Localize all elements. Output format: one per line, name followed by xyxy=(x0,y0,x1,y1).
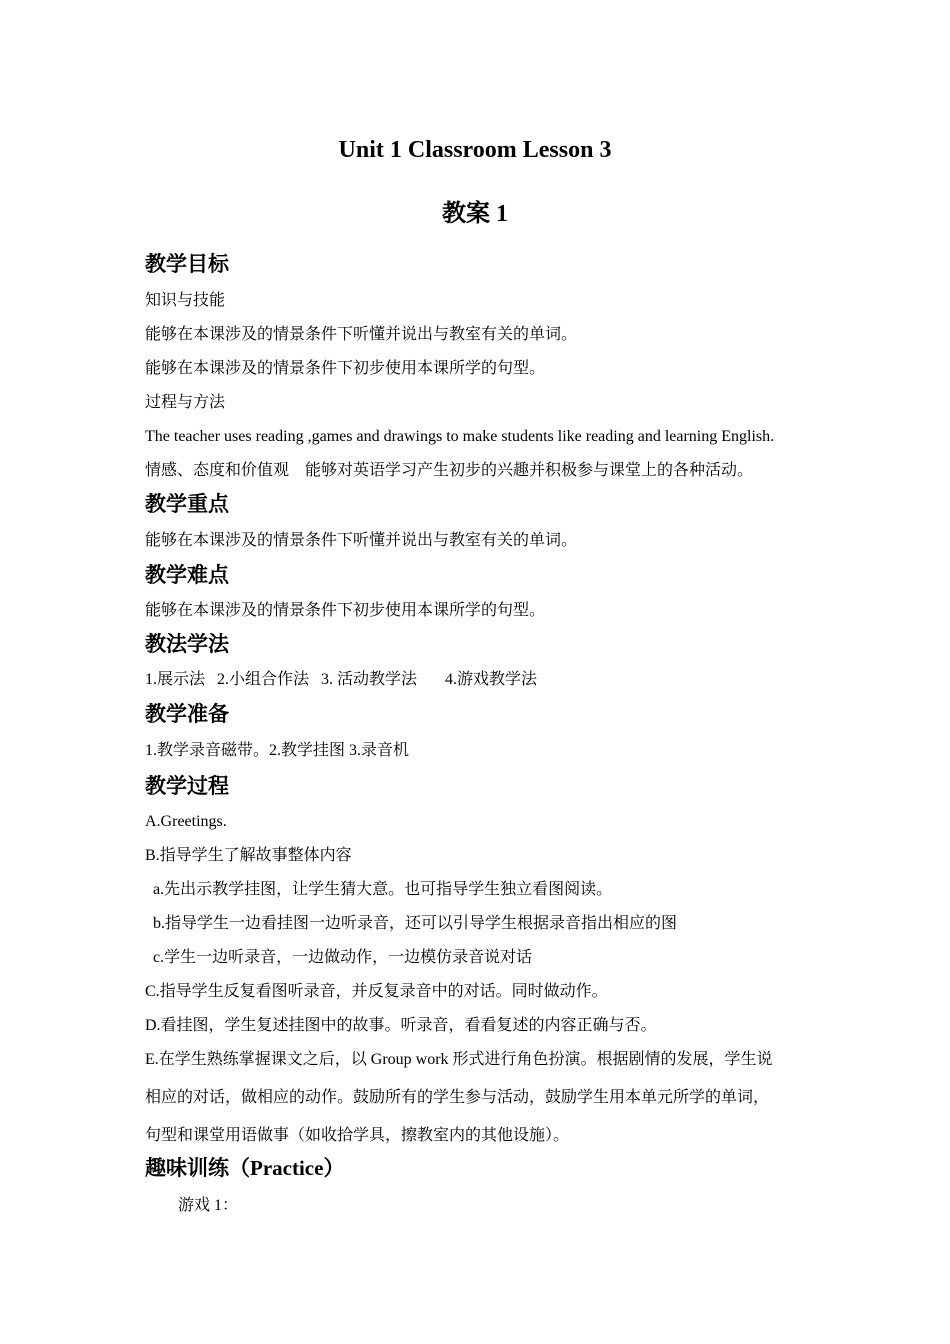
section-heading-methods: 教法学法 xyxy=(145,632,229,656)
process-line: B.指导学生了解故事整体内容 xyxy=(145,847,352,864)
document-subtitle: 教案 1 xyxy=(442,201,508,227)
objectives-line: 过程与方法 xyxy=(145,394,226,411)
section-heading-objectives: 教学目标 xyxy=(145,252,229,276)
preparation-line: 1.教学录音磁带。2.教学挂图 3.录音机 xyxy=(145,742,410,759)
practice-line: 游戏 1： xyxy=(178,1197,239,1214)
process-line: E.在学生熟练掌握课文之后，以 Group work 形式进行角色扮演。根据剧情的发展，学生说 xyxy=(145,1051,773,1068)
process-line: A.Greetings. xyxy=(145,813,227,830)
objectives-line: 能够在本课涉及的情景条件下初步使用本课所学的句型。 xyxy=(145,360,546,377)
objectives-line: 能够在本课涉及的情景条件下听懂并说出与教室有关的单词。 xyxy=(145,326,578,343)
methods-line: 1.展示法 2.小组合作法 3. 活动教学法 4.游戏教学法 xyxy=(145,671,538,688)
section-heading-preparation: 教学准备 xyxy=(145,702,229,726)
process-line: a.先出示教学挂图，让学生猜大意。也可指导学生独立看图阅读。 xyxy=(153,881,613,898)
difficulties-line: 能够在本课涉及的情景条件下初步使用本课所学的句型。 xyxy=(145,602,546,619)
objectives-line: 知识与技能 xyxy=(145,292,226,309)
process-line: D.看挂图，学生复述挂图中的故事。听录音，看看复述的内容正确与否。 xyxy=(145,1017,657,1034)
document-title: Unit 1 Classroom Lesson 3 xyxy=(338,137,612,163)
section-heading-difficulties: 教学难点 xyxy=(145,563,229,587)
objectives-line: 情感、态度和价值观 能够对英语学习产生初步的兴趣并积极参与课堂上的各种活动。 xyxy=(145,462,754,479)
process-line: 相应的对话，做相应的动作。鼓励所有的学生参与活动，鼓励学生用本单元所学的单词， xyxy=(145,1089,770,1106)
process-line: 句型和课堂用语做事（如收拾学具，擦教室内的其他设施）。 xyxy=(145,1127,570,1144)
section-heading-process: 教学过程 xyxy=(145,774,229,798)
key-points-line: 能够在本课涉及的情景条件下听懂并说出与教室有关的单词。 xyxy=(145,532,578,549)
section-heading-key-points: 教学重点 xyxy=(145,492,229,516)
objectives-line: The teacher uses reading ,games and drawings to make students like reading and learning English. xyxy=(145,428,775,445)
process-line: c.学生一边听录音，一边做动作，一边模仿录音说对话 xyxy=(153,949,533,966)
process-line: b.指导学生一边看挂图一边听录音，还可以引导学生根据录音指出相应的图 xyxy=(153,915,678,932)
section-heading-practice: 趣味训练（Practice） xyxy=(145,1156,345,1180)
process-line: C.指导学生反复看图听录音，并反复录音中的对话。同时做动作。 xyxy=(145,983,608,1000)
